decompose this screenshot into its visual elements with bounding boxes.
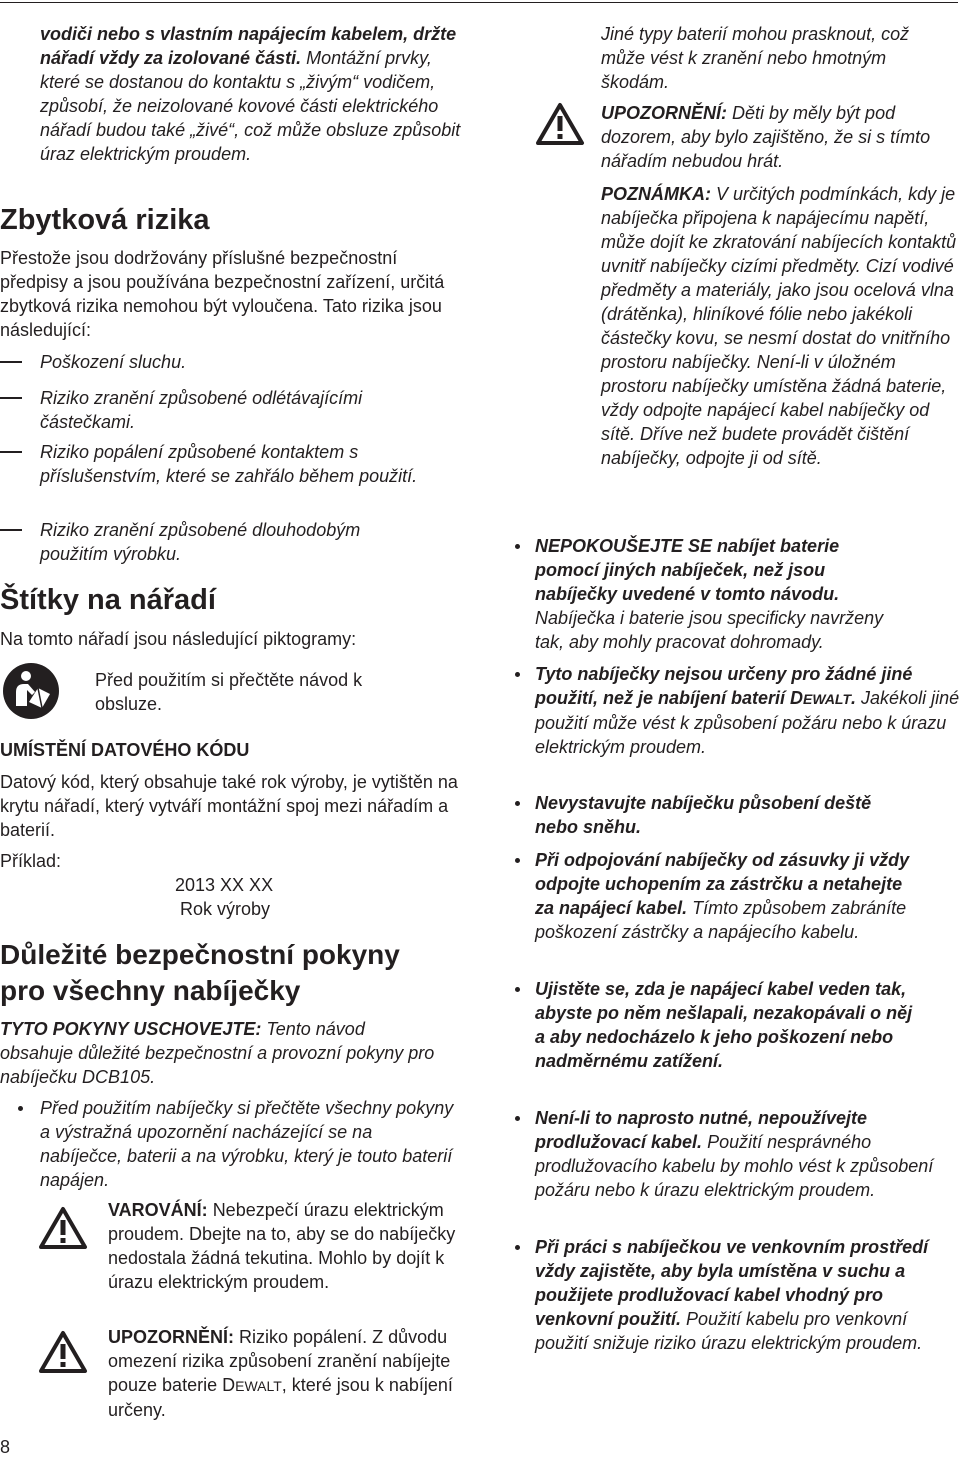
warning-label: VAROVÁNÍ:: [108, 1200, 208, 1220]
bullet-dot: [515, 987, 520, 992]
rule-bold: Ujistěte se, zda je napájecí kabel veden tak, abyste po něm nešlapali, nezakopávali o něj a aby nedocházelo k jeho poškození nebo nadměrnému zatížení.: [535, 979, 913, 1071]
warning-triangle-icon: [38, 1206, 88, 1255]
dash-marker: [0, 397, 22, 399]
rule-italic: Nabíječka i baterie jsou specificky navrženy tak, aby mohly pracovat dohromady.: [535, 608, 884, 652]
note-block: [601, 182, 960, 470]
dash-marker: [0, 361, 22, 363]
bullet-dot: [515, 672, 520, 677]
charger-heading-line1: Důležité bezpečnostní pokyny: [0, 939, 400, 970]
intro-paragraph: [40, 22, 470, 166]
read-manual-text: Před použitím si přečtěte návod k obsluze.: [95, 670, 363, 714]
charger-rule-item: [515, 534, 955, 654]
charger-rule-item: [515, 791, 955, 839]
example-code: 2013 XX XX: [175, 875, 274, 895]
dash-marker: [0, 529, 22, 531]
residual-heading: Zbytková rizika: [0, 204, 210, 236]
warning-triangle-icon: [38, 1330, 88, 1379]
brand-d: D: [790, 688, 804, 708]
brand-rest: EWALT: [235, 1378, 282, 1394]
bullet-dot: [18, 1106, 23, 1111]
children-caution-text: Děti by měly být pod dozorem, aby bylo zajištěno, že si s tímto nářadím nebudou hrát.: [601, 103, 931, 171]
brand-d: D: [222, 1375, 236, 1395]
children-caution-label: UPOZORNĚNÍ:: [601, 103, 727, 123]
brand-rest: EWALT: [803, 691, 852, 707]
residual-item: [0, 350, 470, 374]
note-text: V určitých podmínkách, kdy je nabíječka připojena k napájecímu napětí, může dojít ke zkratování nabíjecích kontaktů uvnitř nabíječky cizími předměty. Cizí vodivé předměty a materiály, jako jsou ocelová vlna (drátěnka), hliníkové fólie nebo jakékoli částečky kovu, se nesmí dostat do vnitřního prostoru nabíječky. Není-li v úložném prostoru nabíječky umístěna žádná baterie, vždy odpojte napájecí kabel nabíječky od sítě. Dříve než budete provádět čištění nabíječky, odpojte ji od sítě.: [601, 184, 957, 468]
rule-italic: Použití kabelu pro venkovní použití snižuje riziko úrazu elektrickým proudem.: [535, 1309, 923, 1353]
labels-heading: Štítky na nářadí: [0, 584, 216, 616]
warning-triangle-icon: [535, 102, 585, 151]
date-code-paragraph: Datový kód, který obsahuje také rok výroby, je vytištěn na krytu nářadí, který vytváří montážní spoj mezi nářadím a baterií.: [0, 772, 458, 840]
residual-item-text: Riziko zranění způsobené dlouhodobým použitím výrobku.: [40, 520, 361, 564]
children-caution: [601, 101, 951, 173]
rule-bold-end: .: [851, 688, 857, 708]
charger-rule-item: [515, 1106, 955, 1202]
residual-item: [0, 518, 470, 566]
caution-text: Riziko popálení. Z důvodu omezení rizika způsobení zranění nabíjejte pouze baterie: [108, 1327, 451, 1395]
bullet-dot: [515, 801, 520, 806]
charger-bullet-text: Před použitím nabíječky si přečtěte všechny pokyny a výstražná upozornění nacházející se na nabíječce, baterii a na výrobku, který je touto baterií napájen.: [40, 1098, 454, 1190]
rule-bold: Není-li to naprosto nutné, nepoužívejte prodlužovací kabel.: [535, 1108, 868, 1152]
read-manual-icon: [2, 662, 60, 720]
rule-bold: Nevystavujte nabíječku působení deště nebo sněhu.: [535, 793, 872, 837]
charger-rule-item: [515, 1235, 955, 1355]
rule-italic: Tímto způsobem zabráníte poškození zástrčky a napájecího kabelu.: [535, 898, 907, 942]
charger-rule-item: [515, 848, 955, 944]
dash-marker: [0, 451, 22, 453]
other-batteries-text: Jiné typy baterií mohou prasknout, což může vést k zranění nebo hmotným škodám.: [601, 24, 910, 92]
charger-bullet: [18, 1096, 458, 1192]
page-number: 8: [0, 1437, 11, 1457]
charger-rule-item: [515, 662, 960, 759]
residual-item: [0, 440, 470, 488]
residual-item-text: Riziko popálení způsobené kontaktem s příslušenstvím, které se zahřálo během použití.: [40, 442, 418, 486]
keep-text: Tento návod obsahuje důležité bezpečnostní a provozní pokyny pro nabíječku DCB105.: [0, 1019, 435, 1087]
note-label: POZNÁMKA:: [601, 184, 711, 204]
rule-italic: Použití nesprávného prodlužovacího kabelu by mohlo vést k způsobení požáru nebo k úrazu elektrickým proudem.: [535, 1132, 934, 1200]
rule-italic: Jakékoli jiné použití může vést k způsobení požáru nebo k úrazu elektrickým proudem.: [535, 688, 960, 757]
keep-label: TYTO POKYNY USCHOVEJTE:: [0, 1019, 262, 1039]
top-rule: [0, 2, 958, 3]
labels-paragraph: Na tomto nářadí jsou následující piktogramy:: [0, 629, 357, 649]
intro-bold: vodiči nebo s vlastním napájecím kabelem, držte nářadí vždy za izolované části.: [40, 24, 457, 68]
warning-text: Nebezpečí úrazu elektrickým proudem. Dbejte na to, aby se do nabíječky nedostala žádná tekutina. Mohlo by dojít k úrazu elektrickým proudem.: [108, 1200, 456, 1292]
rule-bold: NEPOKOUŠEJTE SE nabíjet baterie pomocí jiných nabíječek, než jsou nabíječky uvedené v tomto návodu.: [535, 536, 840, 604]
caution-label: UPOZORNĚNÍ:: [108, 1327, 234, 1347]
date-code-heading: UMÍSTĚNÍ DATOVÉHO KÓDU: [0, 740, 250, 760]
example-label: Příklad:: [0, 851, 62, 871]
bullet-dot: [515, 858, 520, 863]
keep-instructions: [0, 1017, 440, 1089]
rule-bold: Tyto nabíječky nejsou určeny pro žádné jiné použití, než je nabíjení baterií: [535, 664, 913, 708]
intro-italic: Montážní prvky, které se dostanou do kontaktu s „živým“ vodičem, způsobí, že neizolované kovové části elektrického nářadí budou také „živé“, což může obsluze způsobit úraz elektrickým proudem.: [40, 48, 461, 164]
residual-item-text: Riziko zranění způsobené odlétávajícími částečkami.: [40, 388, 363, 432]
charger-heading: [0, 938, 475, 1008]
charger-heading-line2: pro všechny nabíječky: [0, 975, 301, 1006]
rule-bold: Při odpojování nabíječky od zásuvky ji vždy odpojte uchopením za zástrčku a netahejte za napájecí kabel.: [535, 850, 910, 918]
residual-item-text: Poškození sluchu.: [40, 352, 187, 372]
charger-rule-item: [515, 977, 955, 1073]
bullet-dot: [515, 544, 520, 549]
bullet-dot: [515, 1245, 520, 1250]
bullet-dot: [515, 1116, 520, 1121]
residual-item: [0, 386, 470, 434]
caution-text-end: , které jsou k nabíjení určeny.: [108, 1375, 453, 1420]
caution-block: [108, 1325, 473, 1422]
warning-block: [108, 1198, 468, 1294]
rule-bold: Při práci s nabíječkou ve venkovním prostředí vždy zajistěte, aby byla umístěna v suchu a použijete prodlužovací kabel vhodný pro venkovní použití.: [535, 1237, 929, 1329]
residual-paragraph: Přestože jsou dodržovány příslušné bezpečnostní předpisy a jsou používána bezpečnostní zařízení, určitá zbytková rizika nemohou být vyloučena. Tato rizika jsou následující:: [0, 248, 445, 340]
example-caption: Rok výroby: [180, 899, 271, 919]
